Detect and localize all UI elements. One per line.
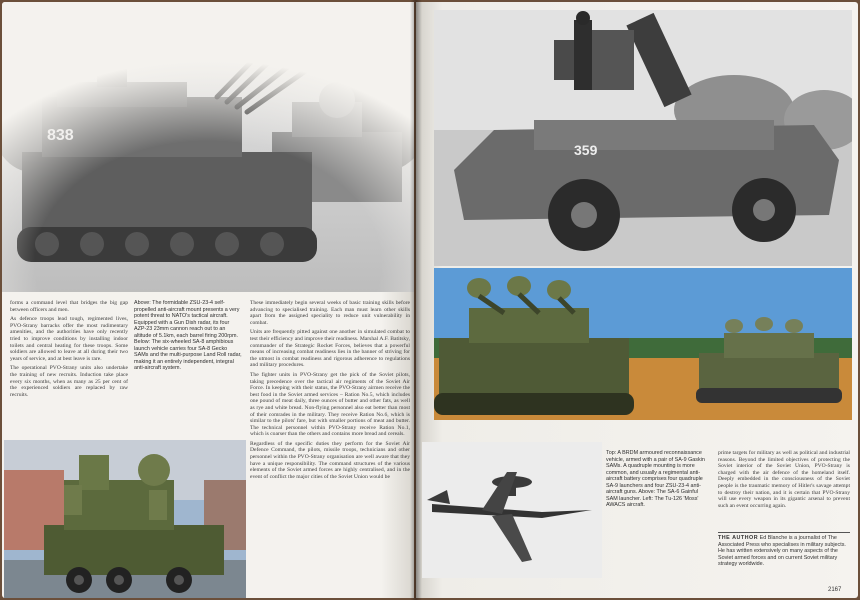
paragraph: The fighter units in PVO-Strany get the pick of the Soviet pilots, taking precedence over the tactical air regiments of the Soviet Air Force. In keeping with their status, the PVO-Strany airmen receive the best food in the Soviet armed services – Ration No.5, which includes one pound of meat daily, three ounces of butter and other fats, as well as rye and white bread. Non-flying personnel also eat better than most of their comrades in the military. They receive Ration No.6, which is similar to the pilots' fare, but with smaller portions of meat and butter. The technical personnel within PVO-Strany receive Ration No.1, which is coarser than the others and contains more bread and cereals.: [250, 371, 410, 438]
text-column-3: [250, 300, 410, 483]
author-box: [718, 532, 850, 568]
photo-zsu-23-4: [2, 2, 414, 292]
page-number: 2167: [828, 587, 842, 593]
photo-brdm-sa-9: [434, 10, 852, 266]
right-page: [416, 2, 858, 598]
photo-sa-6-launcher: [434, 268, 852, 420]
left-page: [2, 2, 414, 598]
gutter-shadow: [410, 0, 422, 600]
paragraph: Units are frequently pitted against one another in simulated combat to test their efficiency and improve their readiness. Marshal A.F. Batitsky, commander of the Strategic Rocket Forces, believes that a powerful means of increasing combat readiness lies in the banner of striving for the utmost in combat readiness and rigorous adherence to regulations and military procedures.: [250, 329, 410, 369]
paragraph: Regardless of the specific duties they perform for the Soviet Air Defence Command, the pilots, missile troops, technicians and other personnel within the PVO-Strany organisation are well aware that they have a unique responsibility. The command structures of the various elements of the Soviet armed forces are highly centralised, and in the event of conflict the major cities of the Soviet Union would be: [250, 440, 410, 480]
paragraph: These immediately begin several weeks of basic training skills before advancing to specialised training. Each man must learn other skills apart from the assigned speciality to reduce unit vulnerability in combat.: [250, 300, 410, 326]
text-column-1: [10, 300, 128, 401]
paragraph: The operational PVO-Strany units also undertake the training of new recruits. Induction take place every six months, when as many as 25 per cent of the experienced soldiers are replaced by raw recruits.: [10, 365, 128, 398]
text-column-right: prime targets for military as well as political and industrial reasons. Beyond the limited objectives of protecting the Soviet interior of the Soviet Union, PVO-Strany is charged with the air defence of the homeland itself. Deeply embedded in the consciousness of the Soviet people is the traumatic memory of Hitler's savage attempt to destroy their nation, and it is certain that PVO-Strany will use every weapon in its gigantic arsenal to prevent such an event occurring again.: [718, 450, 850, 509]
author-text: Ed Blanche is a journalist of The Associated Press who specialises in military subjects. He has written extensively on many aspects of the Soviet armed forces and on current Soviet military strategy worldwide.: [718, 535, 846, 567]
vehicle-number: 359: [574, 142, 598, 158]
photo-tu-126-moss: [422, 442, 602, 578]
author-label: THE AUTHOR: [718, 535, 759, 541]
photo-caption-left: Above: The formidable ZSU-23-4 self-propelled anti-aircraft mount presents a very potent threat to NATO's tactical aircraft. Equipped with a Gun Dish radar, its four AZP-23 23mm cannon reach out to an altitude of 5.1km, each barrel firing 200rpm. Below: The six-wheeled SA-8 amphibious launch vehicle carries four SA-8 Gecko SAMs and the multi-purpose Land Roll radar, making it an entirely independent, integral anti-aircraft system.: [134, 300, 242, 371]
paragraph: As defence troops lead tough, regimented lives, PVO-Strany barracks offer the most rudimentary amenities, and the authorities have only recently tried to improve conditions by installing indoor toilets and central heating for these troops. Some soldiers are allowed to leave at all during their two years of service, and at best leave is rare.: [10, 316, 128, 362]
paragraph: forms a command level that bridges the big gap between officers and men.: [10, 300, 128, 313]
photo-sa-8-launcher: [4, 440, 246, 598]
photo-caption-right: Top: A BRDM armoured reconnaissance vehicle, armed with a pair of SA-9 Gaskin SAMs. A quadruple mounting is more common, and usually a regimental anti-aircraft battery comprises four quadruple SA-9 launchers and four ZSU-23-4 anti-aircraft guns. Above: The SA-6 Gainful SAM launcher. Left: The Tu-126 'Moss' AWACS aircraft.: [606, 450, 705, 508]
